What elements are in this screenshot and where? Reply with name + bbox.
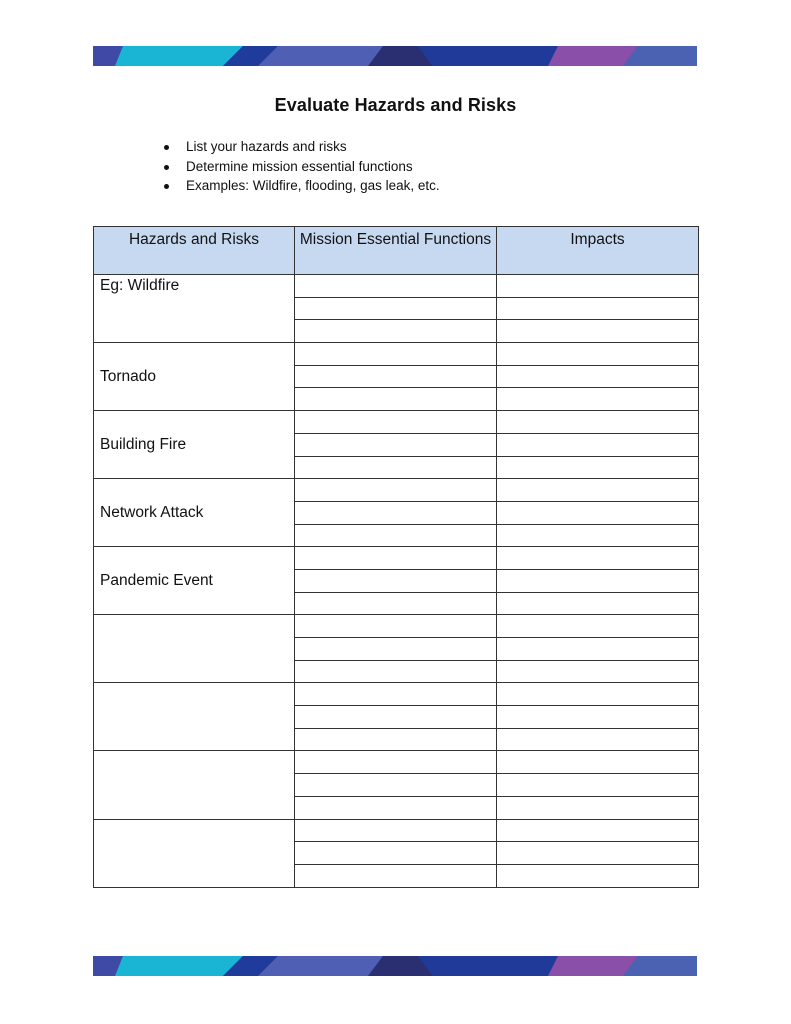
function-cell[interactable] [295,456,497,479]
impact-cell[interactable] [497,501,699,524]
impact-cell[interactable] [497,365,699,388]
function-cell[interactable] [295,433,497,456]
impact-cell[interactable] [497,411,699,434]
impact-cell[interactable] [497,796,699,819]
function-cell[interactable] [295,683,497,706]
banner-stripes [93,956,697,976]
table-row [94,683,699,706]
impact-cell[interactable] [497,547,699,570]
list-item: Determine mission essential functions [160,157,440,177]
hazard-cell[interactable] [94,615,295,683]
function-cell[interactable] [295,388,497,411]
function-cell[interactable] [295,569,497,592]
function-cell[interactable] [295,320,497,343]
function-cell[interactable] [295,479,497,502]
impact-cell[interactable] [497,297,699,320]
function-cell[interactable] [295,751,497,774]
function-cell[interactable] [295,819,497,842]
function-cell[interactable] [295,864,497,887]
impact-cell[interactable] [497,456,699,479]
table-row [94,819,699,842]
function-cell[interactable] [295,411,497,434]
column-header-impacts: Impacts [497,227,699,275]
impact-cell[interactable] [497,615,699,638]
impact-cell[interactable] [497,479,699,502]
impact-cell[interactable] [497,751,699,774]
impact-cell[interactable] [497,569,699,592]
function-cell[interactable] [295,343,497,366]
hazard-cell[interactable]: Tornado [94,343,295,411]
function-cell[interactable] [295,275,497,298]
top-decorative-banner [93,46,697,66]
hazard-cell[interactable]: Pandemic Event [94,547,295,615]
table-row [94,751,699,774]
function-cell[interactable] [295,524,497,547]
function-cell[interactable] [295,842,497,865]
function-cell[interactable] [295,774,497,797]
list-item: List your hazards and risks [160,137,440,157]
impact-cell[interactable] [497,819,699,842]
column-header-hazards: Hazards and Risks [94,227,295,275]
column-header-functions: Mission Essential Functions [295,227,497,275]
impact-cell[interactable] [497,592,699,615]
hazards-table [93,226,699,888]
impact-cell[interactable] [497,774,699,797]
hazard-cell[interactable]: Eg: Wildfire [94,275,295,343]
hazard-cell[interactable]: Building Fire [94,411,295,479]
table-header-row [94,227,699,275]
table-row [94,411,699,434]
table-row [94,615,699,638]
function-cell[interactable] [295,547,497,570]
page-title: Evaluate Hazards and Risks [274,95,517,115]
impact-cell[interactable] [497,388,699,411]
impact-cell[interactable] [497,864,699,887]
table-body [94,275,699,888]
table-row [94,343,699,366]
function-cell[interactable] [295,638,497,661]
hazard-cell[interactable]: Network Attack [94,479,295,547]
hazard-cell[interactable] [94,683,295,751]
impact-cell[interactable] [497,638,699,661]
function-cell[interactable] [295,706,497,729]
table-row [94,547,699,570]
impact-cell[interactable] [497,706,699,729]
function-cell[interactable] [295,615,497,638]
bottom-decorative-banner [93,956,697,976]
function-cell[interactable] [295,501,497,524]
function-cell[interactable] [295,660,497,683]
list-item: Examples: Wildfire, flooding, gas leak, etc. [160,176,440,196]
table-row [94,479,699,502]
impact-cell[interactable] [497,275,699,298]
impact-cell[interactable] [497,320,699,343]
table-row [94,275,699,298]
impact-cell[interactable] [497,683,699,706]
function-cell[interactable] [295,592,497,615]
impact-cell[interactable] [497,842,699,865]
impact-cell[interactable] [497,343,699,366]
function-cell[interactable] [295,728,497,751]
instruction-list [160,137,440,196]
impact-cell[interactable] [497,433,699,456]
banner-stripes [93,46,697,66]
function-cell[interactable] [295,297,497,320]
hazard-cell[interactable] [94,819,295,887]
function-cell[interactable] [295,365,497,388]
impact-cell[interactable] [497,524,699,547]
impact-cell[interactable] [497,660,699,683]
hazard-cell[interactable] [94,751,295,819]
impact-cell[interactable] [497,728,699,751]
function-cell[interactable] [295,796,497,819]
